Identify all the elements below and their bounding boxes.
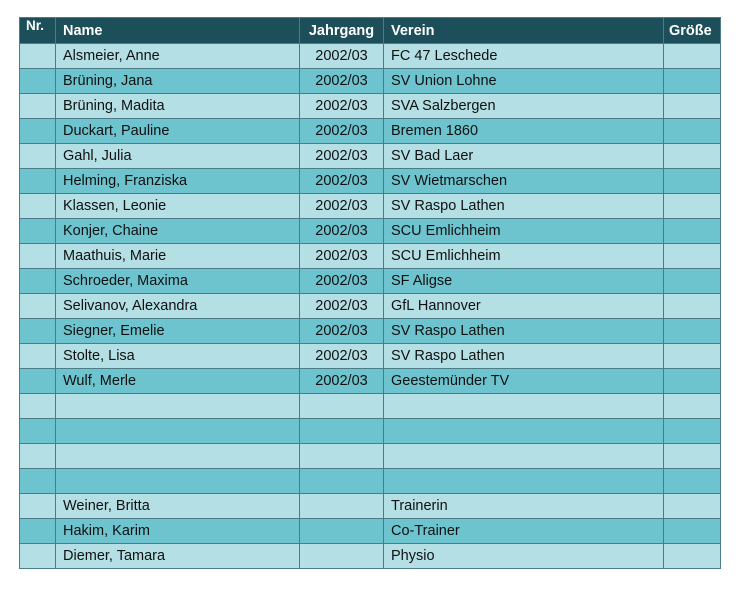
cell-nr (20, 69, 56, 94)
table-row (20, 369, 721, 394)
cell-jahrgang: 2002/03 (300, 169, 384, 194)
cell-jahrgang (300, 544, 384, 569)
cell-verein: Co-Trainer (384, 519, 664, 544)
cell-verein: Bremen 1860 (384, 119, 664, 144)
cell-jahrgang: 2002/03 (300, 369, 384, 394)
cell-verein: SV Wietmarschen (384, 169, 664, 194)
table-row (20, 294, 721, 319)
table-row (20, 69, 721, 94)
cell-groesse (664, 494, 721, 519)
cell-groesse (664, 294, 721, 319)
cell-name: Stolte, Lisa (56, 344, 300, 369)
cell-name: Helming, Franziska (56, 169, 300, 194)
cell-name: Hakim, Karim (56, 519, 300, 544)
cell-name: Gahl, Julia (56, 144, 300, 169)
cell-jahrgang (300, 519, 384, 544)
cell-name: Wulf, Merle (56, 369, 300, 394)
cell-name: Duckart, Pauline (56, 119, 300, 144)
cell-jahrgang (300, 444, 384, 469)
cell-nr (20, 519, 56, 544)
cell-nr (20, 444, 56, 469)
cell-nr (20, 544, 56, 569)
cell-name: Schroeder, Maxima (56, 269, 300, 294)
cell-name: Brüning, Madita (56, 94, 300, 119)
cell-jahrgang: 2002/03 (300, 69, 384, 94)
table-row (20, 469, 721, 494)
roster-table (19, 17, 721, 569)
cell-jahrgang: 2002/03 (300, 219, 384, 244)
cell-nr (20, 169, 56, 194)
cell-verein (384, 394, 664, 419)
cell-jahrgang: 2002/03 (300, 94, 384, 119)
header-jahrgang: Jahrgang (300, 18, 384, 44)
cell-nr (20, 119, 56, 144)
cell-jahrgang (300, 469, 384, 494)
cell-jahrgang (300, 419, 384, 444)
cell-name (56, 444, 300, 469)
cell-nr (20, 294, 56, 319)
cell-verein (384, 444, 664, 469)
cell-nr (20, 244, 56, 269)
cell-verein: Trainerin (384, 494, 664, 519)
table-row (20, 194, 721, 219)
cell-verein: SV Raspo Lathen (384, 194, 664, 219)
cell-name: Diemer, Tamara (56, 544, 300, 569)
table-row (20, 244, 721, 269)
cell-groesse (664, 469, 721, 494)
cell-jahrgang: 2002/03 (300, 244, 384, 269)
cell-nr (20, 369, 56, 394)
header-name: Name (56, 18, 300, 44)
cell-groesse (664, 219, 721, 244)
cell-name: Selivanov, Alexandra (56, 294, 300, 319)
table-row (20, 219, 721, 244)
cell-name: Klassen, Leonie (56, 194, 300, 219)
header-nr: Nr. (20, 18, 56, 44)
header-groesse: Größe (664, 18, 721, 44)
cell-name (56, 469, 300, 494)
cell-verein: SCU Emlichheim (384, 219, 664, 244)
cell-groesse (664, 319, 721, 344)
cell-nr (20, 269, 56, 294)
cell-verein: FC 47 Leschede (384, 44, 664, 69)
cell-name (56, 394, 300, 419)
cell-jahrgang: 2002/03 (300, 144, 384, 169)
table-row (20, 444, 721, 469)
cell-jahrgang (300, 494, 384, 519)
table-row (20, 44, 721, 69)
cell-verein: Geestemünder TV (384, 369, 664, 394)
cell-verein: SV Raspo Lathen (384, 319, 664, 344)
table-row (20, 269, 721, 294)
cell-verein: SV Bad Laer (384, 144, 664, 169)
roster-body (20, 44, 721, 569)
cell-groesse (664, 369, 721, 394)
cell-nr (20, 494, 56, 519)
cell-name (56, 419, 300, 444)
cell-groesse (664, 444, 721, 469)
cell-groesse (664, 69, 721, 94)
cell-verein (384, 469, 664, 494)
cell-nr (20, 419, 56, 444)
cell-groesse (664, 194, 721, 219)
cell-name: Siegner, Emelie (56, 319, 300, 344)
cell-name: Maathuis, Marie (56, 244, 300, 269)
table-header-row (20, 18, 721, 44)
table-row (20, 169, 721, 194)
table-row (20, 544, 721, 569)
table-row (20, 94, 721, 119)
cell-jahrgang: 2002/03 (300, 294, 384, 319)
cell-verein: GfL Hannover (384, 294, 664, 319)
cell-jahrgang: 2002/03 (300, 319, 384, 344)
cell-nr (20, 469, 56, 494)
cell-nr (20, 94, 56, 119)
table-row (20, 519, 721, 544)
cell-groesse (664, 94, 721, 119)
cell-jahrgang: 2002/03 (300, 269, 384, 294)
cell-name: Konjer, Chaine (56, 219, 300, 244)
table-row (20, 394, 721, 419)
cell-jahrgang: 2002/03 (300, 194, 384, 219)
cell-jahrgang: 2002/03 (300, 344, 384, 369)
cell-groesse (664, 119, 721, 144)
cell-nr (20, 219, 56, 244)
cell-groesse (664, 144, 721, 169)
cell-groesse (664, 44, 721, 69)
cell-groesse (664, 244, 721, 269)
cell-verein: SVA Salzbergen (384, 94, 664, 119)
cell-groesse (664, 169, 721, 194)
cell-verein: SCU Emlichheim (384, 244, 664, 269)
table-row (20, 144, 721, 169)
cell-nr (20, 194, 56, 219)
cell-groesse (664, 394, 721, 419)
cell-nr (20, 344, 56, 369)
cell-jahrgang: 2002/03 (300, 119, 384, 144)
cell-name: Alsmeier, Anne (56, 44, 300, 69)
cell-nr (20, 44, 56, 69)
table-row (20, 419, 721, 444)
cell-verein: SF Aligse (384, 269, 664, 294)
cell-name: Weiner, Britta (56, 494, 300, 519)
cell-nr (20, 319, 56, 344)
cell-verein: SV Raspo Lathen (384, 344, 664, 369)
table-row (20, 494, 721, 519)
cell-name: Brüning, Jana (56, 69, 300, 94)
cell-nr (20, 144, 56, 169)
cell-nr (20, 394, 56, 419)
cell-jahrgang (300, 394, 384, 419)
table-row (20, 344, 721, 369)
cell-verein (384, 419, 664, 444)
header-verein: Verein (384, 18, 664, 44)
cell-verein: Physio (384, 544, 664, 569)
cell-jahrgang: 2002/03 (300, 44, 384, 69)
cell-groesse (664, 419, 721, 444)
cell-groesse (664, 344, 721, 369)
table-row (20, 119, 721, 144)
cell-groesse (664, 519, 721, 544)
cell-groesse (664, 269, 721, 294)
cell-verein: SV Union Lohne (384, 69, 664, 94)
table-row (20, 319, 721, 344)
cell-groesse (664, 544, 721, 569)
